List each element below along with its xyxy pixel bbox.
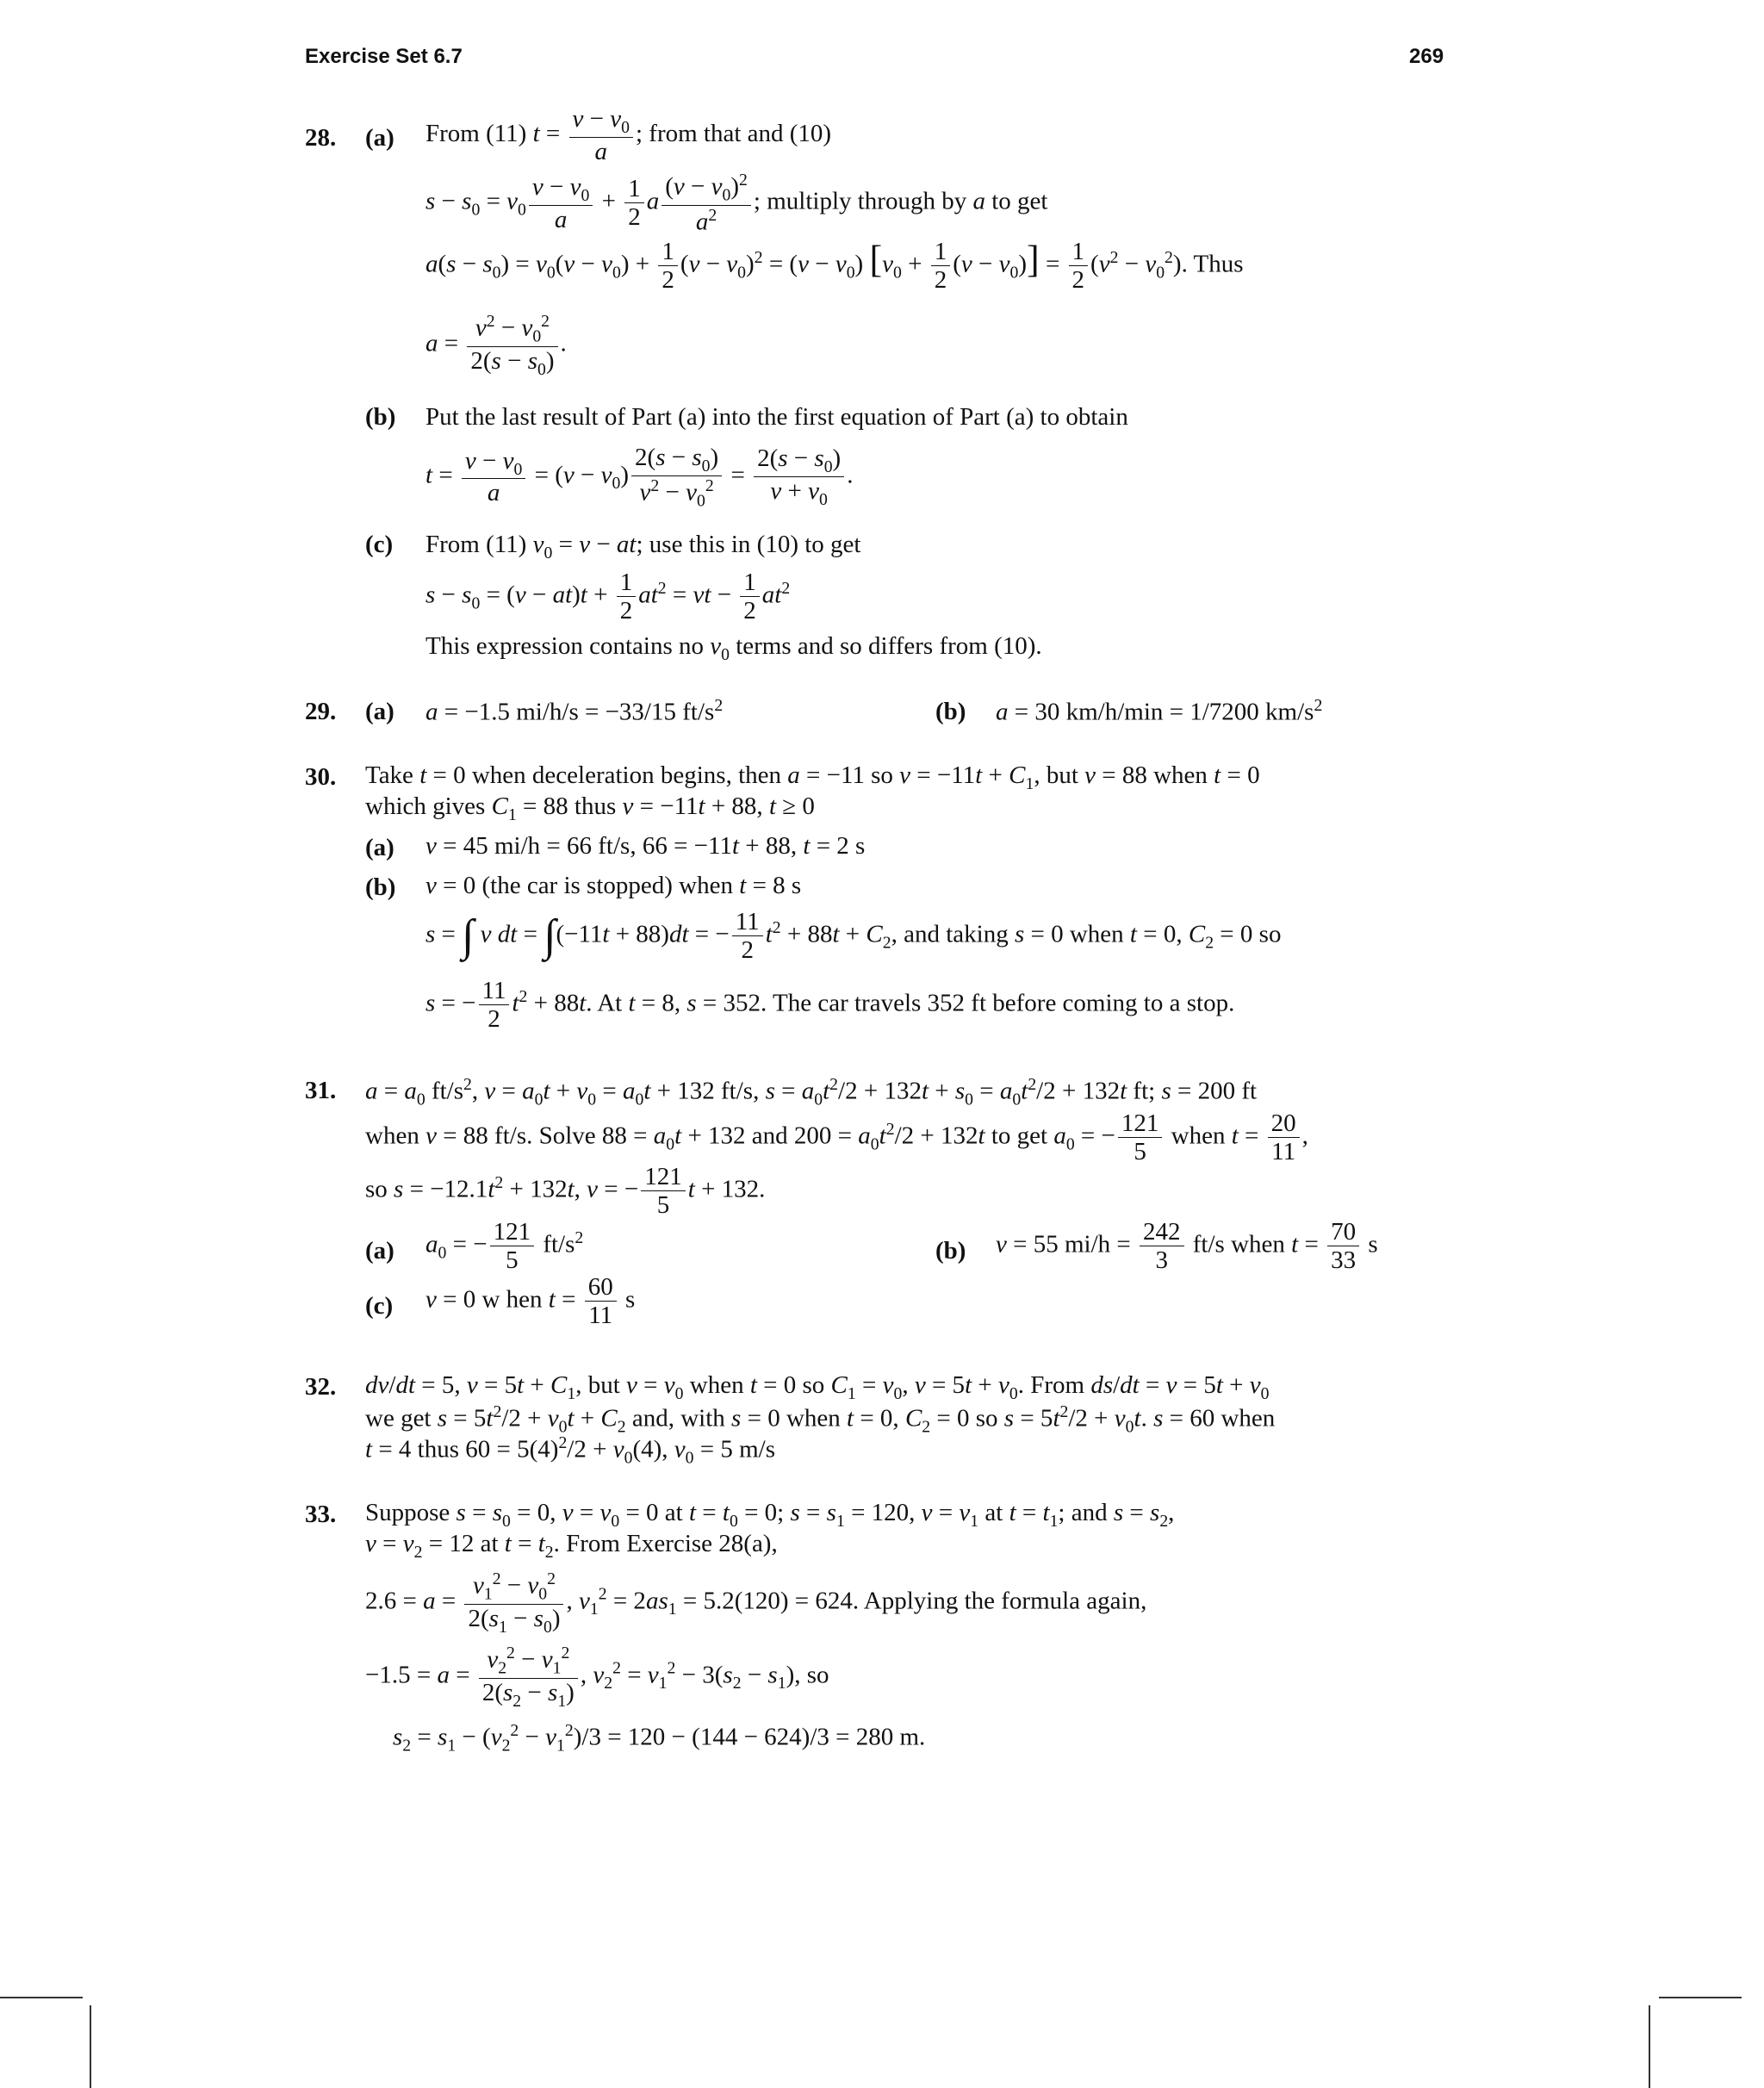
part-label: (b) bbox=[365, 403, 396, 431]
math-line: $a_0$ = − $\frac{121}{5}$ $ft/s^2$ bbox=[425, 1218, 584, 1275]
part-label: (b) bbox=[935, 1237, 966, 1265]
math-line: From (11) t = $\frac{v - v_0}{a}$ ; from that and (10) bbox=[425, 105, 832, 165]
text-line: Put the last result of Part (a) into the first equation of Part (a) to obtain bbox=[425, 403, 1128, 431]
math-line: a = −1.5 mi/h/s = −33/15 $ft/s^2$ bbox=[425, 696, 724, 726]
math-line: $s_2 = s_1 - (v_2^2 - v_1^2)/3 = 120 - (144 - 624)/3 = 280$ m. bbox=[393, 1721, 926, 1756]
section-title: Exercise Set 6.7 bbox=[305, 45, 463, 68]
part-label: (b) bbox=[365, 873, 396, 901]
math-line: v = 0 (the car is stopped) when t = 8 s bbox=[425, 872, 802, 899]
math-line: $a = a_0$ $ft/s^2$, $v = a_0t + v_0 = a_0t + 132$ ft/s, $s = a_0t^2/2 + 132t + s_0 = a_0t^2/2 + 132t$ ft; s = 200 ft bbox=[365, 1075, 1258, 1109]
math-line: t = $\frac{v - v_0}{a}$ = $(v - v_0)$ $\frac{2(s - s_0)}{v^2 - v_0^2}$ = $\frac{2(s - s_0)}{v + v_0}$ . bbox=[425, 444, 854, 511]
crop-mark bbox=[1659, 1997, 1742, 1998]
page-number: 269 bbox=[1409, 45, 1444, 68]
problem-number: 31. bbox=[305, 1077, 337, 1104]
part-label: (c) bbox=[365, 1292, 394, 1320]
math-line: we get $s = 5t^2/2 + v_0t + C_2$ and, with s = 0 when t = 0, $C_2 = 0$ so $s = 5t^2/2 + v_0t$. s = 60 when bbox=[365, 1402, 1276, 1437]
problem-number: 30. bbox=[305, 763, 337, 791]
part-label: (a) bbox=[365, 124, 394, 152]
crop-mark bbox=[90, 2005, 91, 2088]
part-label: (a) bbox=[365, 698, 394, 725]
math-line: $s - s_0 = (v - at)t$ + $\frac{1}{2}$ $at^2$ = vt − $\frac{1}{2}$ $at^2$ bbox=[425, 569, 791, 625]
part-label: (a) bbox=[365, 834, 394, 861]
math-line: so $s = -12.1t^2 + 132t$, v = − $\frac{121}{5}$ t + 132. bbox=[365, 1163, 766, 1220]
math-line: Take t = 0 when deceleration begins, then a = −11 so $v = -11t + C_1$, but v = 88 when t = 0 bbox=[365, 761, 1260, 793]
math-line: This expression contains no $v_0$ terms and so differs from (10). bbox=[425, 632, 1042, 664]
math-line: s = ∫ v dt = ∫(−11t + 88)dt = − $\frac{11}{2}$ $t^2 + 88t + C_2$, and taking s = 0 when t = 0, $C_2 = 0$ so bbox=[425, 908, 1282, 965]
math-line: −1.5 = a = $\frac{v_2^2 - v_1^2}{2(s_2 - s_1)}$ , $v_2^2 = v_1^2 - 3(s_2 - s_1)$, so bbox=[365, 1644, 829, 1711]
crop-mark bbox=[0, 1997, 83, 1998]
math-line: $s - s_0 = v_0$ $\frac{v - v_0}{a}$ + $\frac{1}{2}$ a $\frac{(v - v_0)^2}{a^2}$ ; multiply through by a to get bbox=[425, 171, 1048, 236]
part-label: (b) bbox=[935, 698, 966, 725]
math-line: v = 0 w hen t = $\frac{60}{11}$ s bbox=[425, 1273, 636, 1330]
problem-number: 33. bbox=[305, 1501, 337, 1528]
math-line: From (11) $v_0 = v$ − at; use this in (10) to get bbox=[425, 531, 861, 562]
problem-number: 29. bbox=[305, 698, 337, 725]
math-line: $v = v_2 = 12$ at $t = t_2$. From Exercise 28(a), bbox=[365, 1530, 778, 1562]
math-line: Suppose $s = s_0 = 0$, $v = v_0 = 0$ at $t = t_0 = 0$; $s = s_1 = 120$, $v = v_1$ at $t = t_1$; and $s = s_2$, bbox=[365, 1499, 1175, 1531]
problem-number: 32. bbox=[305, 1373, 337, 1401]
problem-number: 28. bbox=[305, 124, 337, 152]
math-line: which gives $C_1 = 88$ thus v = −11t + 88, t ≥ 0 bbox=[365, 792, 815, 824]
math-line: s = − $\frac{11}{2}$ $t^2 + 88t$. At t = 8, s = 352. The car travels 352 ft before coming to a stop. bbox=[425, 977, 1235, 1034]
math-line: t = 4 thus $60 = 5(4)^2/2 + v_0(4)$, $v_0 = 5$ m/s bbox=[365, 1433, 776, 1468]
math-line: a = 30 km/h/min = 1/7200 $km/s^2$ bbox=[996, 696, 1323, 726]
crop-mark bbox=[1649, 2005, 1650, 2088]
math-line: v = 55 mi/h = $\frac{242}{3}$ ft/s when t = $\frac{70}{33}$ s bbox=[996, 1218, 1378, 1275]
math-line: v = 45 mi/h = 66 ft/s, 66 = −11t + 88, t = 2 s bbox=[425, 832, 866, 860]
math-line: when v = 88 ft/s. Solve $88 = a_0t + 132$ and $200 = a_0t^2/2 + 132t$ to get $a_0$ = − $\frac{121}{5}$ when t = $\frac{20}{11}$ , bbox=[365, 1109, 1308, 1166]
part-label: (c) bbox=[365, 531, 394, 558]
part-label: (a) bbox=[365, 1237, 394, 1265]
math-line: dv/dt = 5, $v = 5t + C_1$, but $v = v_0$ when t = 0 so $C_1 = v_0$, $v = 5t + v_0$. From $ds/dt = v = 5t + v_0$ bbox=[365, 1371, 1270, 1403]
math-line: $a(s - s_0) = v_0(v - v_0)$ + $\frac{1}{2}$ $(v - v_0)^2 = (v - v_0)$ [$v_0$ + $\frac{1}{2}$ $(v - v_0)$] = $\frac{1}{2}$ $(v^2 - v_0^2)$. Thus bbox=[425, 238, 1244, 295]
math-line: 2.6 = a = $\frac{v_1^2 - v_0^2}{2(s_1 - s_0)}$ , $v_1^2 = 2as_1 = 5.2(120) = 624$. Applying the formula again, bbox=[365, 1569, 1147, 1637]
math-line: a = $\frac{v^2 - v_0^2}{2(s - s_0)}$ . bbox=[425, 312, 567, 379]
